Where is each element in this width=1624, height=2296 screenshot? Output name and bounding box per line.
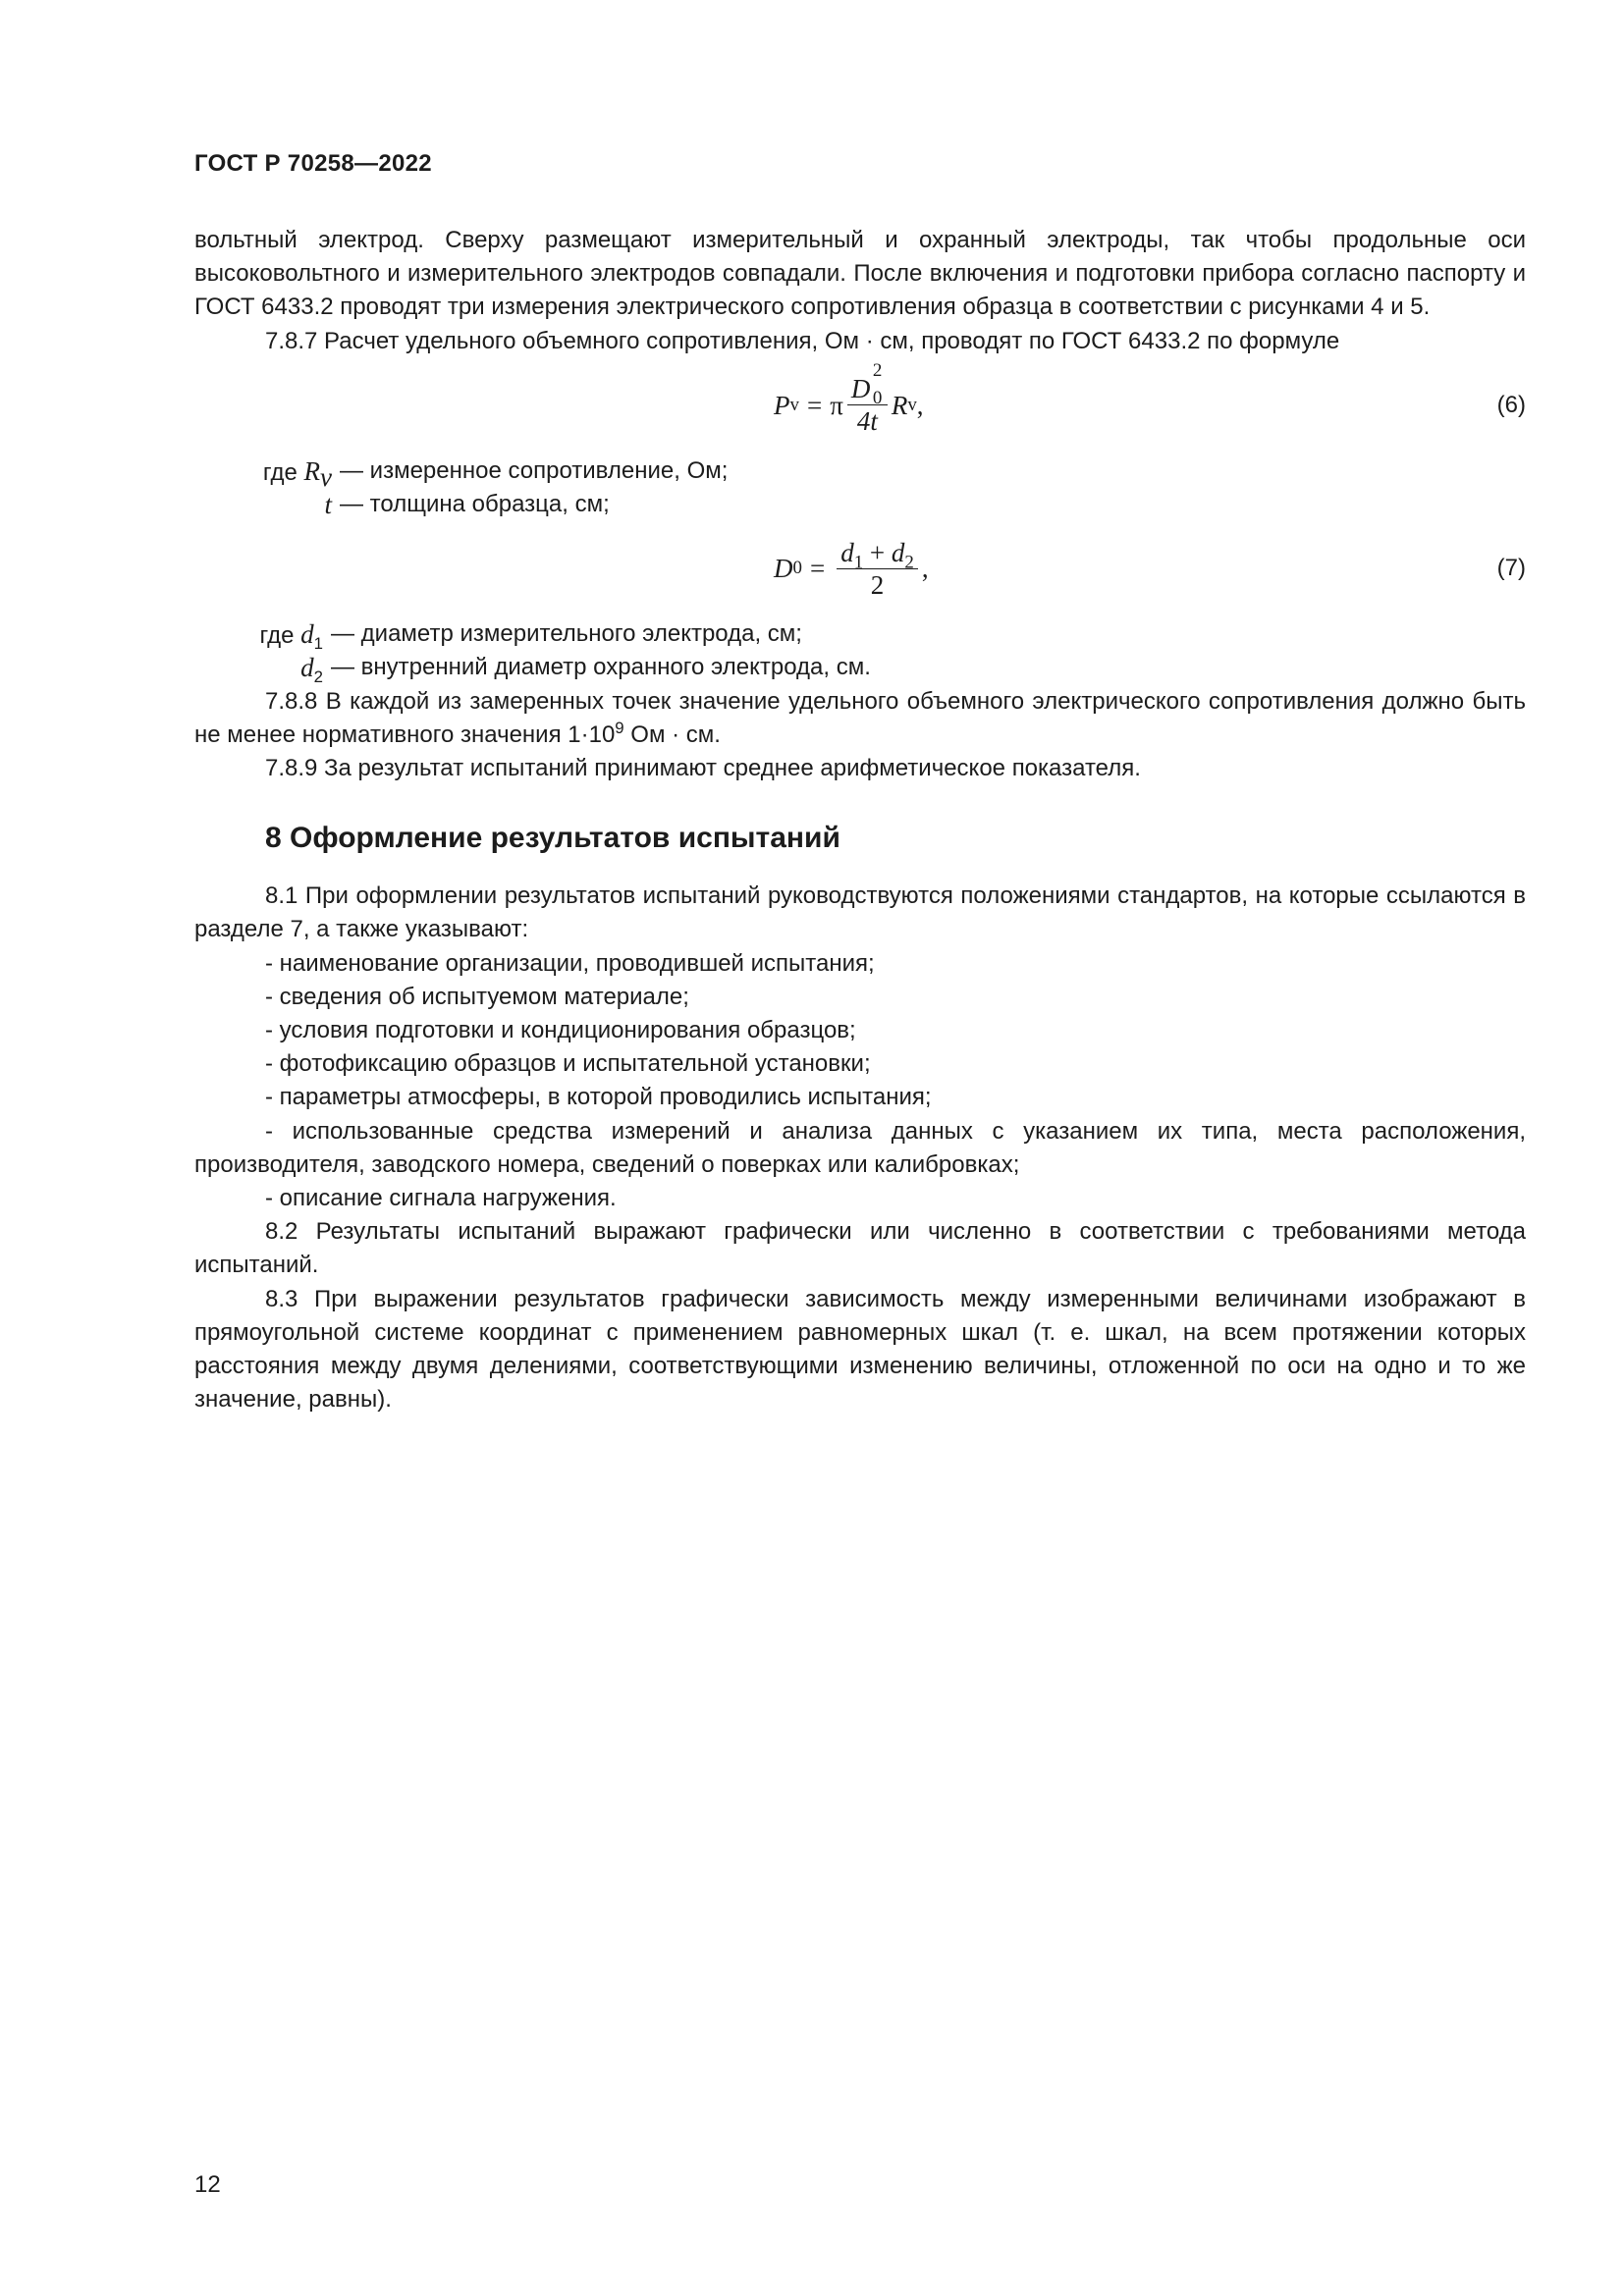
paragraph-continuation: вольтный электрод. Сверху размещают измерительный и охранный электроды, так чтобы продольные оси высоковольтного и измерительного электродов совпадали. После включения и подготовки прибора согласно паспорту и ГОСТ 6433.2 проводят три измерения электрического сопротивления образца в соответствии с рисунками 4 и 5.: [194, 227, 1526, 321]
paragraph-7-8-7: 7.8.7 Расчет удельного объемного сопротивления, Ом · см, проводят по ГОСТ 6433.2 по формуле: [265, 327, 1340, 354]
formula-7-lhs: D: [774, 554, 793, 584]
where-row-t: [194, 488, 1526, 521]
formula-6-fraction: [847, 360, 888, 437]
where-label: [263, 454, 332, 490]
formula-6-equals: =: [806, 390, 823, 420]
formula-6: [194, 362, 1526, 449]
list-item: - условия подготовки и кондиционирования образцов;: [265, 1016, 856, 1043]
formula-6-num-sup: 2: [872, 360, 883, 382]
where-var-sub: 1: [313, 633, 323, 653]
list-item: - описание сигнала нагружения.: [265, 1185, 617, 1211]
paragraph-7-8-8-exponent: 9: [615, 718, 624, 737]
formula-6-num-sub: 0: [872, 388, 883, 409]
paragraph-7-8-8-text: 7.8.8 В каждой из замеренных точек значение удельного объемного электрического сопротивления должно быть не менее нормативного значения 1·10: [194, 687, 1526, 748]
formula-6-denominator: 4t: [856, 406, 878, 437]
where-row-rv: [194, 454, 1526, 492]
formula-6-pi: π: [830, 390, 843, 420]
where-var: t: [324, 490, 332, 519]
where-text: — диаметр измерительного электрода, см;: [331, 620, 802, 648]
formula-6-lhs: P: [774, 390, 790, 420]
where-prefix: где: [262, 458, 304, 486]
formula-7-num-a: d: [840, 537, 854, 567]
page-number: 12: [194, 2171, 221, 2198]
formula-6-numerator: [847, 360, 888, 409]
formula-7-equals: =: [809, 554, 826, 584]
list-item: - фотофиксацию образцов и испытательной установки;: [265, 1050, 871, 1078]
formula-7-number: (7): [1496, 555, 1526, 582]
where-var: d: [300, 619, 314, 650]
paragraph-8-1: 8.1 При оформлении результатов испытаний руководствуются положениями стандартов, на которые ссылаются в разделе 7, а также указывают:: [194, 882, 1526, 943]
formula-7: [194, 525, 1526, 612]
list-item: - сведения об испытуемом материале;: [265, 983, 689, 1010]
formula-6-number: (6): [1496, 391, 1526, 418]
section-8-heading: 8 Оформление результатов испытаний: [265, 822, 840, 855]
formula-7-num-b: d: [891, 537, 905, 567]
paragraph-7-8-8-unit: Ом · см.: [623, 721, 721, 748]
formula-6-comma: ,: [916, 390, 924, 420]
paragraph-7-8-8: [194, 685, 1526, 752]
where-label: [259, 617, 323, 653]
where-var-sub: 2: [313, 667, 323, 687]
formula-7-comma: ,: [921, 554, 929, 584]
formula-7-numerator: [837, 537, 918, 573]
where-text: — внутренний диаметр охранного электрода, см.: [331, 654, 871, 681]
list-item: - использованные средства измерений и анализа данных с указанием их типа, места расположения, производителя, заводского номера, сведений о поверках или калибровках;: [194, 1117, 1526, 1178]
formula-7-num-b-sub: 2: [904, 552, 914, 573]
paragraph-8-3: 8.3 При выражении результатов графически зависимость между измеренными величинами изображают в прямоугольной системе координат с применением равномерных шкал (т. е. шкал, на всем протяжении которых расстояния между двумя делениями, соответствующими изменению величины, отложенной по оси на одно и то же значение, равны).: [194, 1285, 1526, 1414]
where-var: R: [303, 455, 321, 486]
where-row-d2: [194, 651, 1526, 687]
list-item: - параметры атмосферы, в которой проводились испытания;: [265, 1084, 932, 1111]
formula-7-fraction: [837, 538, 918, 600]
formula-7-plus: +: [869, 537, 886, 567]
list-item: - наименование организации, проводившей испытания;: [265, 949, 875, 977]
where-label: [300, 651, 323, 686]
where-label: [324, 488, 332, 523]
formula-6-rhs: R: [891, 390, 908, 420]
formula-7-expression: D 0 = $\frac{d_1 + d_2}{2}$ ,: [774, 537, 929, 600]
where-var: d: [300, 653, 314, 683]
where-var-sub: v: [320, 461, 332, 492]
paragraph-8-2: 8.2 Результаты испытаний выражают графически или численно в соответствии с требованиями метода испытаний.: [194, 1218, 1526, 1279]
where-prefix: где: [259, 622, 301, 650]
document-body: [194, 224, 1526, 1416]
formula-6-expression: P v = π D 2 0 4t R v ,: [774, 362, 924, 449]
formula-7-num-a-sub: 1: [853, 552, 864, 573]
where-text: — толщина образца, см;: [340, 491, 610, 517]
document-code-header: ГОСТ Р 70258—2022: [194, 150, 432, 177]
where-row-d1: [194, 617, 1526, 651]
formula-7-denominator: 2: [870, 569, 885, 600]
where-text: — измеренное сопротивление, Ом;: [340, 456, 729, 484]
paragraph-7-8-9: 7.8.9 За результат испытаний принимают среднее арифметическое показателя.: [265, 754, 1141, 781]
formula-6-num-base: D: [850, 374, 871, 404]
